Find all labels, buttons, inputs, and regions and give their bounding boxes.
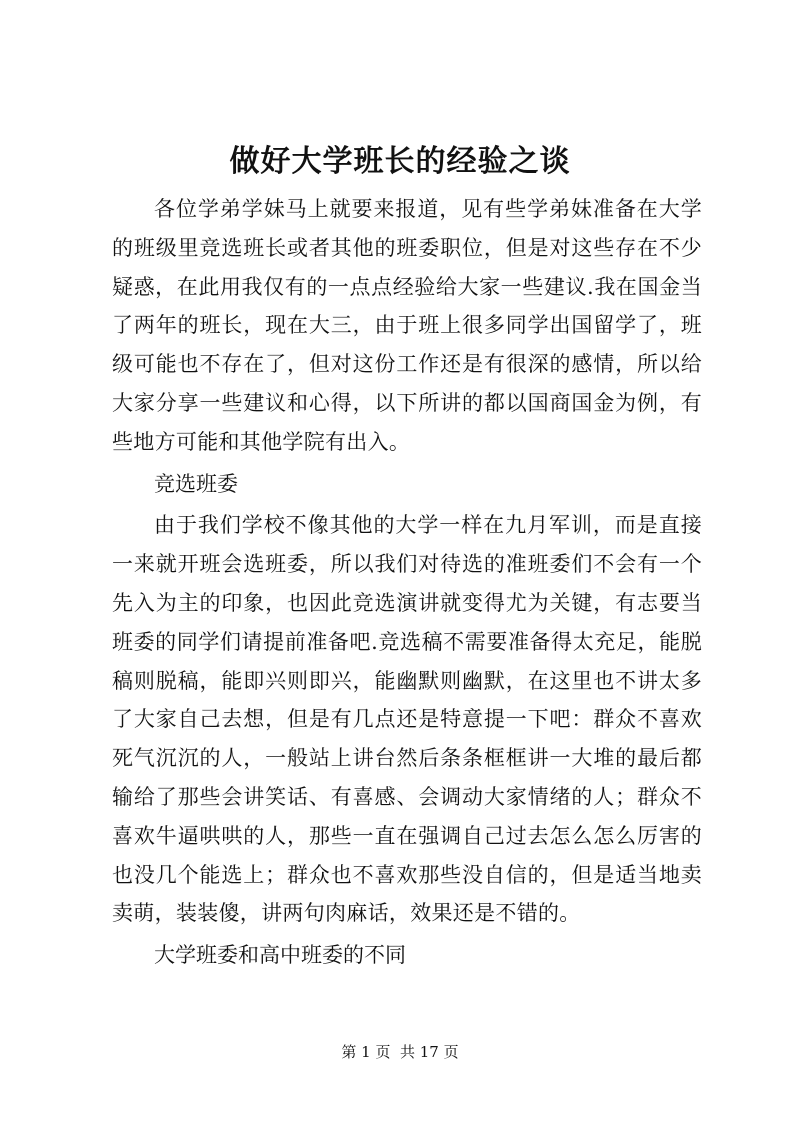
document-body bbox=[112, 190, 702, 978]
document-title: 做好大学班长的经验之谈 bbox=[229, 144, 571, 179]
election-paragraph: 由于我们学校不像其他的大学一样在九月军训，而是直接一来就开班会选班委，所以我们对待选的准班委们不会有一个先入为主的印象，也因此竞选演讲就变得尤为关键，有志要当班委的同学们请提前准备吧.竞选稿不需要准备得太充足，能脱稿则脱稿，能即兴则即兴，能幽默则幽默，在这里也不讲太多了大家自己去想，但是有几点还是特意提一下吧：群众不喜欢死气沉沉的人，一般站上讲台然后条条框框讲一大堆的最后都输给了那些会讲笑话、有喜感、会调动大家情绪的人；群众不喜欢牛逼哄哄的人，那些一直在强调自己过去怎么怎么厉害的也没几个能选上；群众也不喜欢那些没自信的，但是适当地卖卖萌，装装傻，讲两句肉麻话，效果还是不错的。 bbox=[112, 513, 702, 926]
page-footer: 第 1 页 共 17 页 bbox=[341, 1043, 459, 1061]
intro-paragraph: 各位学弟学妹马上就要来报道，见有些学弟妹准备在大学的班级里竞选班长或者其他的班委职位，但是对这些存在不少疑惑，在此用我仅有的一点点经验给大家一些建议.我在国金当了两年的班长，现在大三，由于班上很多同学出国留学了，班级可能也不存在了，但对这份工作还是有很深的感情，所以给大家分享一些建议和心得，以下所讲的都以国商国金为例，有些地方可能和其他学院有出入。 bbox=[112, 197, 702, 454]
section-heading-election: 竞选班委 bbox=[154, 471, 238, 496]
section-heading-differences: 大学班委和高中班委的不同 bbox=[154, 943, 406, 968]
